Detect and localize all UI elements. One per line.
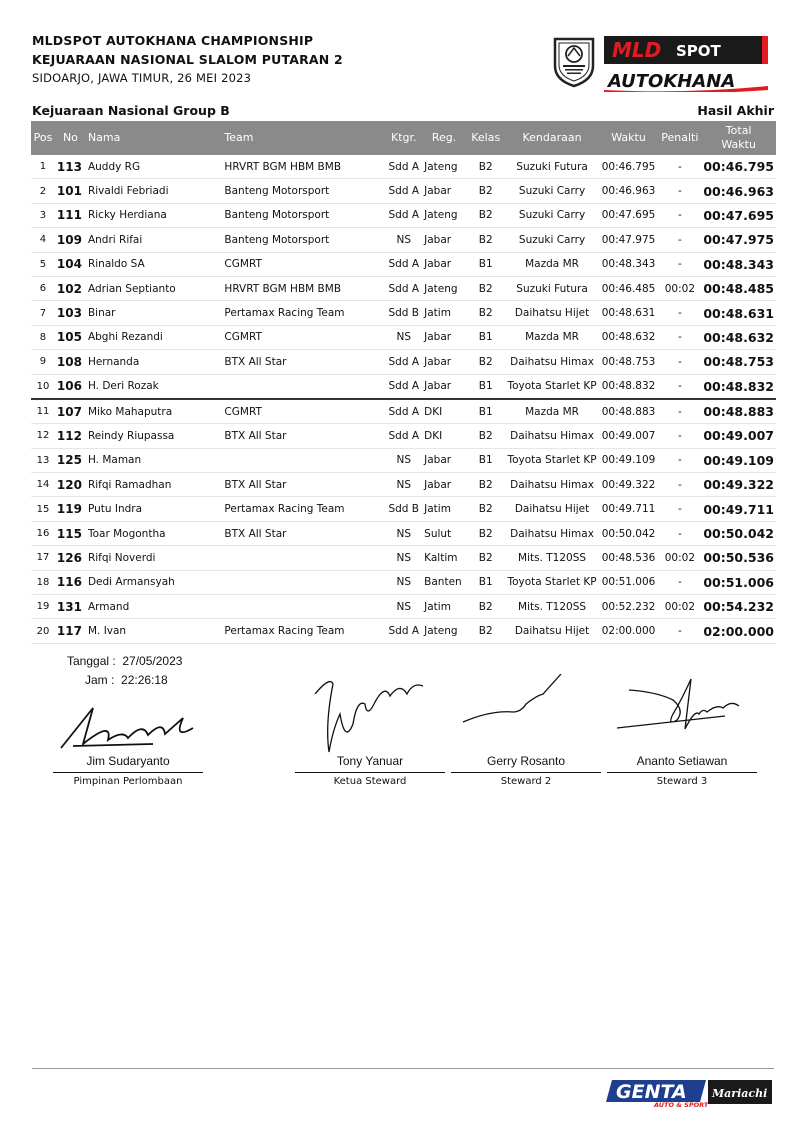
cell-no: 125 bbox=[55, 448, 86, 472]
cell-kelas: B2 bbox=[466, 595, 505, 619]
col-no: No bbox=[55, 121, 86, 155]
cell-waktu: 00:46.963 bbox=[599, 179, 659, 203]
cell-total: 00:48.343 bbox=[701, 252, 776, 276]
cell-kendaraan: Daihatsu Hijet bbox=[505, 301, 598, 325]
table-row bbox=[31, 619, 776, 643]
cell-reg: Jabar bbox=[422, 374, 466, 399]
cell-reg: Kaltim bbox=[422, 546, 466, 570]
cell-no: 131 bbox=[55, 595, 86, 619]
cell-penalti: - bbox=[658, 155, 701, 179]
cell-kendaraan: Suzuki Carry bbox=[505, 228, 598, 252]
cell-kelas: B2 bbox=[466, 497, 505, 521]
cell-nama: Abghi Rezandi bbox=[86, 325, 222, 349]
cell-team: CGMRT bbox=[222, 252, 385, 276]
cell-ktgr: NS bbox=[385, 521, 422, 545]
cell-total: 00:50.536 bbox=[701, 546, 776, 570]
cell-pos: 15 bbox=[31, 497, 55, 521]
table-row bbox=[31, 570, 776, 594]
cell-team: Pertamax Racing Team bbox=[222, 619, 385, 643]
cell-pos: 5 bbox=[31, 252, 55, 276]
cell-team bbox=[222, 595, 385, 619]
cell-reg: Sulut bbox=[422, 521, 466, 545]
signatory-name-1: Jim Sudaryanto bbox=[86, 754, 170, 768]
cell-nama: Dedi Armansyah bbox=[86, 570, 222, 594]
cell-no: 111 bbox=[55, 203, 86, 227]
cell-reg: Jabar bbox=[422, 325, 466, 349]
table-row bbox=[31, 276, 776, 300]
genta-logo bbox=[606, 1080, 709, 1108]
cell-reg: Jateng bbox=[422, 276, 466, 300]
cell-nama: Binar bbox=[86, 301, 222, 325]
cell-ktgr: NS bbox=[385, 473, 422, 497]
cell-penalti: - bbox=[658, 228, 701, 252]
cell-reg: Banten bbox=[422, 570, 466, 594]
signature-block-2 bbox=[295, 674, 445, 790]
results-table bbox=[31, 121, 776, 644]
cell-penalti: - bbox=[658, 301, 701, 325]
cell-ktgr: Sdd A bbox=[385, 350, 422, 374]
cell-kendaraan: Suzuki Futura bbox=[505, 276, 598, 300]
cell-pos: 19 bbox=[31, 595, 55, 619]
cell-waktu: 00:49.322 bbox=[599, 473, 659, 497]
cell-kendaraan: Mazda MR bbox=[505, 325, 598, 349]
cell-ktgr: Sdd A bbox=[385, 424, 422, 448]
cell-nama: Putu Indra bbox=[86, 497, 222, 521]
cell-ktgr: Sdd A bbox=[385, 179, 422, 203]
cell-reg: Jabar bbox=[422, 473, 466, 497]
cell-reg: Jatim bbox=[422, 497, 466, 521]
cell-pos: 8 bbox=[31, 325, 55, 349]
cell-nama: Armand bbox=[86, 595, 222, 619]
col-reg: Reg. bbox=[422, 121, 466, 155]
cell-team: Pertamax Racing Team bbox=[222, 497, 385, 521]
cell-total: 02:00.000 bbox=[701, 619, 776, 643]
cell-pos: 3 bbox=[31, 203, 55, 227]
cell-penalti: - bbox=[658, 424, 701, 448]
cell-kendaraan: Daihatsu Himax bbox=[505, 521, 598, 545]
cell-reg: Jateng bbox=[422, 155, 466, 179]
cell-total: 00:49.007 bbox=[701, 424, 776, 448]
cell-kendaraan: Daihatsu Hijet bbox=[505, 497, 598, 521]
cell-ktgr: NS bbox=[385, 325, 422, 349]
cell-ktgr: Sdd A bbox=[385, 155, 422, 179]
cell-pos: 11 bbox=[31, 399, 55, 424]
cell-nama: Auddy RG bbox=[86, 155, 222, 179]
cell-nama: H. Maman bbox=[86, 448, 222, 472]
cell-ktgr: NS bbox=[385, 228, 422, 252]
cell-pos: 16 bbox=[31, 521, 55, 545]
cell-total: 00:48.883 bbox=[701, 399, 776, 424]
cell-kelas: B1 bbox=[466, 325, 505, 349]
cell-no: 108 bbox=[55, 350, 86, 374]
table-row bbox=[31, 448, 776, 472]
cell-team bbox=[222, 546, 385, 570]
signature-block-3 bbox=[451, 674, 601, 790]
cell-nama: Rifqi Ramadhan bbox=[86, 473, 222, 497]
jam-label: Jam : bbox=[85, 673, 115, 687]
footer-divider bbox=[32, 1068, 774, 1069]
cell-team: BTX All Star bbox=[222, 424, 385, 448]
cell-kelas: B1 bbox=[466, 399, 505, 424]
cell-no: 104 bbox=[55, 252, 86, 276]
cell-no: 103 bbox=[55, 301, 86, 325]
cell-total: 00:48.632 bbox=[701, 325, 776, 349]
cell-kendaraan: Daihatsu Himax bbox=[505, 424, 598, 448]
cell-waktu: 00:48.631 bbox=[599, 301, 659, 325]
cell-team bbox=[222, 374, 385, 399]
cell-waktu: 00:49.007 bbox=[599, 424, 659, 448]
results-table-header bbox=[31, 121, 776, 155]
genta-text: GENTA bbox=[616, 1081, 687, 1103]
cell-reg: Jabar bbox=[422, 350, 466, 374]
cell-penalti: - bbox=[658, 203, 701, 227]
cell-no: 101 bbox=[55, 179, 86, 203]
cell-reg: Jateng bbox=[422, 203, 466, 227]
cell-kendaraan: Toyota Starlet KP bbox=[505, 570, 598, 594]
cell-total: 00:51.006 bbox=[701, 570, 776, 594]
cell-penalti: - bbox=[658, 619, 701, 643]
cell-kendaraan: Mazda MR bbox=[505, 399, 598, 424]
col-kelas: Kelas bbox=[466, 121, 505, 155]
cell-pos: 13 bbox=[31, 448, 55, 472]
cell-penalti: 00:02 bbox=[658, 595, 701, 619]
signatory-role-4: Steward 3 bbox=[656, 776, 708, 787]
cell-kelas: B1 bbox=[466, 570, 505, 594]
cell-ktgr: Sdd B bbox=[385, 301, 422, 325]
cell-pos: 9 bbox=[31, 350, 55, 374]
table-row bbox=[31, 179, 776, 203]
print-timestamp bbox=[67, 652, 182, 690]
table-row bbox=[31, 546, 776, 570]
cell-penalti: - bbox=[658, 179, 701, 203]
cell-kendaraan: Toyota Starlet KP bbox=[505, 448, 598, 472]
table-row bbox=[31, 228, 776, 252]
cell-kendaraan: Daihatsu Hijet bbox=[505, 619, 598, 643]
cell-penalti: - bbox=[658, 473, 701, 497]
cell-kendaraan: Suzuki Futura bbox=[505, 155, 598, 179]
document-header bbox=[32, 31, 343, 88]
handwritten-signature-1 bbox=[53, 700, 203, 755]
cell-no: 112 bbox=[55, 424, 86, 448]
cell-nama: Hernanda bbox=[86, 350, 222, 374]
mariachi-text: Mariachi bbox=[712, 1087, 768, 1100]
cell-kelas: B2 bbox=[466, 619, 505, 643]
cell-kendaraan: Toyota Starlet KP bbox=[505, 374, 598, 399]
cell-no: 116 bbox=[55, 570, 86, 594]
table-row bbox=[31, 399, 776, 424]
cell-reg: DKI bbox=[422, 399, 466, 424]
cell-team bbox=[222, 448, 385, 472]
cell-no: 105 bbox=[55, 325, 86, 349]
cell-ktgr: Sdd B bbox=[385, 497, 422, 521]
cell-reg: Jabar bbox=[422, 448, 466, 472]
cell-nama: Rifqi Noverdi bbox=[86, 546, 222, 570]
cell-no: 115 bbox=[55, 521, 86, 545]
group-title: Kejuaraan Nasional Group B bbox=[32, 103, 230, 118]
cell-kelas: B2 bbox=[466, 179, 505, 203]
cell-penalti: - bbox=[658, 399, 701, 424]
cell-penalti: - bbox=[658, 497, 701, 521]
cell-no: 126 bbox=[55, 546, 86, 570]
cell-nama: Ricky Herdiana bbox=[86, 203, 222, 227]
championship-title: MLDSPOT AUTOKHANA CHAMPIONSHIP bbox=[32, 33, 314, 48]
cell-pos: 6 bbox=[31, 276, 55, 300]
signatory-name-2: Tony Yanuar bbox=[336, 754, 404, 768]
col-kendaraan: Kendaraan bbox=[505, 121, 598, 155]
table-row bbox=[31, 424, 776, 448]
table-row bbox=[31, 595, 776, 619]
table-row bbox=[31, 497, 776, 521]
cell-team: CGMRT bbox=[222, 325, 385, 349]
cell-no: 102 bbox=[55, 276, 86, 300]
cell-nama: Andri Rifai bbox=[86, 228, 222, 252]
cell-no: 117 bbox=[55, 619, 86, 643]
handwritten-signature-2 bbox=[295, 674, 445, 756]
autokhana-text: AUTOKHANA bbox=[608, 71, 736, 92]
cell-kendaraan: Suzuki Carry bbox=[505, 203, 598, 227]
cell-pos: 1 bbox=[31, 155, 55, 179]
cell-ktgr: NS bbox=[385, 595, 422, 619]
cell-waktu: 00:46.795 bbox=[599, 155, 659, 179]
jam-value: 22:26:18 bbox=[121, 673, 168, 687]
cell-total: 00:49.322 bbox=[701, 473, 776, 497]
cell-pos: 12 bbox=[31, 424, 55, 448]
cell-kelas: B1 bbox=[466, 448, 505, 472]
cell-total: 00:46.795 bbox=[701, 155, 776, 179]
cell-total: 00:47.975 bbox=[701, 228, 776, 252]
signature-block-1 bbox=[53, 700, 203, 790]
mariachi-logo bbox=[708, 1080, 772, 1104]
cell-pos: 20 bbox=[31, 619, 55, 643]
cell-team: BTX All Star bbox=[222, 350, 385, 374]
signatory-role-1: Pimpinan Perlombaan bbox=[73, 776, 183, 787]
cell-no: 113 bbox=[55, 155, 86, 179]
col-nama: Nama bbox=[86, 121, 222, 155]
cell-kendaraan: Daihatsu Himax bbox=[505, 350, 598, 374]
col-penalti: Penalti bbox=[658, 121, 701, 155]
event-title: KEJUARAAN NASIONAL SLALOM PUTARAN 2 bbox=[32, 52, 343, 67]
result-label: Hasil Akhir bbox=[697, 103, 774, 118]
table-row bbox=[31, 252, 776, 276]
section-title-row bbox=[32, 103, 774, 121]
cell-waktu: 00:47.975 bbox=[599, 228, 659, 252]
cell-penalti: - bbox=[658, 350, 701, 374]
cell-team: Banteng Motorsport bbox=[222, 179, 385, 203]
col-pos: Pos bbox=[31, 121, 55, 155]
cell-penalti: 00:02 bbox=[658, 276, 701, 300]
cell-ktgr: Sdd A bbox=[385, 399, 422, 424]
cell-pos: 17 bbox=[31, 546, 55, 570]
event-location-date: SIDOARJO, JAWA TIMUR, 26 MEI 2023 bbox=[32, 71, 252, 85]
mldspot-logo bbox=[604, 36, 768, 64]
cell-nama: M. Ivan bbox=[86, 619, 222, 643]
tanggal-value: 27/05/2023 bbox=[122, 654, 183, 668]
cell-waktu: 00:52.232 bbox=[599, 595, 659, 619]
cell-total: 00:48.485 bbox=[701, 276, 776, 300]
cell-team: Pertamax Racing Team bbox=[222, 301, 385, 325]
cell-total: 00:49.711 bbox=[701, 497, 776, 521]
cell-team: BTX All Star bbox=[222, 473, 385, 497]
cell-no: 106 bbox=[55, 374, 86, 399]
cell-pos: 4 bbox=[31, 228, 55, 252]
cell-waktu: 00:48.883 bbox=[599, 399, 659, 424]
cell-total: 00:54.232 bbox=[701, 595, 776, 619]
cell-waktu: 00:48.832 bbox=[599, 374, 659, 399]
cell-penalti: 00:02 bbox=[658, 546, 701, 570]
cell-team: HRVRT BGM HBM BMB bbox=[222, 155, 385, 179]
sponsor-logos bbox=[552, 36, 770, 92]
cell-kelas: B2 bbox=[466, 228, 505, 252]
handwritten-signature-4 bbox=[607, 674, 757, 756]
cell-ktgr: Sdd A bbox=[385, 374, 422, 399]
signatory-name-3: Gerry Rosanto bbox=[486, 754, 566, 768]
signatory-role-3: Steward 2 bbox=[500, 776, 552, 787]
cell-reg: Jabar bbox=[422, 179, 466, 203]
cell-kelas: B2 bbox=[466, 203, 505, 227]
col-waktu: Waktu bbox=[599, 121, 659, 155]
signatory-role-2: Ketua Steward bbox=[333, 776, 407, 787]
cell-total: 00:48.753 bbox=[701, 350, 776, 374]
cell-total: 00:50.042 bbox=[701, 521, 776, 545]
cell-kelas: B2 bbox=[466, 521, 505, 545]
cell-nama: H. Deri Rozak bbox=[86, 374, 222, 399]
cell-kelas: B2 bbox=[466, 301, 505, 325]
cell-no: 109 bbox=[55, 228, 86, 252]
cell-total: 00:49.109 bbox=[701, 448, 776, 472]
cell-pos: 18 bbox=[31, 570, 55, 594]
cell-ktgr: Sdd A bbox=[385, 619, 422, 643]
cell-waktu: 00:48.632 bbox=[599, 325, 659, 349]
cell-kelas: B2 bbox=[466, 155, 505, 179]
mld-text: MLD bbox=[612, 38, 662, 62]
cell-reg: Jateng bbox=[422, 619, 466, 643]
table-row bbox=[31, 350, 776, 374]
cell-team: HRVRT BGM HBM BMB bbox=[222, 276, 385, 300]
genta-subtext: AUTO & SPORT bbox=[654, 1101, 709, 1108]
signatory-name-4: Ananto Setiawan bbox=[636, 754, 728, 768]
cell-reg: Jabar bbox=[422, 252, 466, 276]
table-row bbox=[31, 374, 776, 399]
cell-team bbox=[222, 570, 385, 594]
kejuaraan-nasional-shield-logo bbox=[552, 36, 596, 88]
table-row bbox=[31, 521, 776, 545]
cell-kelas: B2 bbox=[466, 473, 505, 497]
cell-waktu: 00:48.536 bbox=[599, 546, 659, 570]
cell-penalti: - bbox=[658, 374, 701, 399]
cell-penalti: - bbox=[658, 570, 701, 594]
cell-team: BTX All Star bbox=[222, 521, 385, 545]
cell-ktgr: Sdd A bbox=[385, 252, 422, 276]
table-row bbox=[31, 155, 776, 179]
cell-nama: Reindy Riupassa bbox=[86, 424, 222, 448]
autokhana-logo bbox=[602, 70, 770, 92]
cell-waktu: 00:46.485 bbox=[599, 276, 659, 300]
cell-kelas: B2 bbox=[466, 546, 505, 570]
cell-pos: 10 bbox=[31, 374, 55, 399]
cell-waktu: 00:51.006 bbox=[599, 570, 659, 594]
table-row bbox=[31, 325, 776, 349]
table-row bbox=[31, 203, 776, 227]
cell-total: 00:47.695 bbox=[701, 203, 776, 227]
cell-total: 00:46.963 bbox=[701, 179, 776, 203]
cell-reg: Jatim bbox=[422, 595, 466, 619]
cell-kendaraan: Mazda MR bbox=[505, 252, 598, 276]
col-total: Total Waktu bbox=[701, 121, 776, 155]
cell-waktu: 00:50.042 bbox=[599, 521, 659, 545]
cell-pos: 7 bbox=[31, 301, 55, 325]
cell-penalti: - bbox=[658, 325, 701, 349]
cell-team: Banteng Motorsport bbox=[222, 228, 385, 252]
cell-total: 00:48.832 bbox=[701, 374, 776, 399]
cell-kelas: B2 bbox=[466, 424, 505, 448]
cell-kendaraan: Suzuki Carry bbox=[505, 179, 598, 203]
cell-kelas: B2 bbox=[466, 350, 505, 374]
cell-reg: DKI bbox=[422, 424, 466, 448]
cell-team: Banteng Motorsport bbox=[222, 203, 385, 227]
cell-ktgr: NS bbox=[385, 546, 422, 570]
cell-kendaraan: Daihatsu Himax bbox=[505, 473, 598, 497]
col-ktgr: Ktgr. bbox=[385, 121, 422, 155]
cell-reg: Jabar bbox=[422, 228, 466, 252]
signature-block-4 bbox=[607, 674, 757, 790]
cell-kendaraan: Mits. T120SS bbox=[505, 595, 598, 619]
cell-ktgr: Sdd A bbox=[385, 203, 422, 227]
cell-waktu: 00:49.109 bbox=[599, 448, 659, 472]
cell-total: 00:48.631 bbox=[701, 301, 776, 325]
footer-sponsor-logos bbox=[606, 1078, 772, 1108]
table-row bbox=[31, 301, 776, 325]
cell-ktgr: Sdd A bbox=[385, 276, 422, 300]
cell-reg: Jatim bbox=[422, 301, 466, 325]
table-row bbox=[31, 473, 776, 497]
cell-waktu: 00:47.695 bbox=[599, 203, 659, 227]
col-team: Team bbox=[222, 121, 385, 155]
handwritten-signature-3 bbox=[451, 674, 601, 756]
cell-nama: Rivaldi Febriadi bbox=[86, 179, 222, 203]
cell-kendaraan: Mits. T120SS bbox=[505, 546, 598, 570]
cell-kelas: B1 bbox=[466, 374, 505, 399]
cell-penalti: - bbox=[658, 252, 701, 276]
cell-waktu: 02:00.000 bbox=[599, 619, 659, 643]
tanggal-label: Tanggal : bbox=[67, 654, 116, 668]
cell-nama: Toar Mogontha bbox=[86, 521, 222, 545]
cell-pos: 2 bbox=[31, 179, 55, 203]
cell-no: 119 bbox=[55, 497, 86, 521]
cell-team: CGMRT bbox=[222, 399, 385, 424]
cell-waktu: 00:48.753 bbox=[599, 350, 659, 374]
cell-waktu: 00:49.711 bbox=[599, 497, 659, 521]
results-table-body bbox=[31, 155, 776, 643]
cell-nama: Miko Mahaputra bbox=[86, 399, 222, 424]
cell-nama: Adrian Septianto bbox=[86, 276, 222, 300]
cell-penalti: - bbox=[658, 521, 701, 545]
cell-no: 107 bbox=[55, 399, 86, 424]
cell-waktu: 00:48.343 bbox=[599, 252, 659, 276]
cell-ktgr: NS bbox=[385, 570, 422, 594]
cell-penalti: - bbox=[658, 448, 701, 472]
cell-pos: 14 bbox=[31, 473, 55, 497]
cell-kelas: B1 bbox=[466, 252, 505, 276]
cell-ktgr: NS bbox=[385, 448, 422, 472]
cell-kelas: B2 bbox=[466, 276, 505, 300]
cell-no: 120 bbox=[55, 473, 86, 497]
cell-nama: Rinaldo SA bbox=[86, 252, 222, 276]
spot-text: SPOT bbox=[676, 42, 721, 60]
